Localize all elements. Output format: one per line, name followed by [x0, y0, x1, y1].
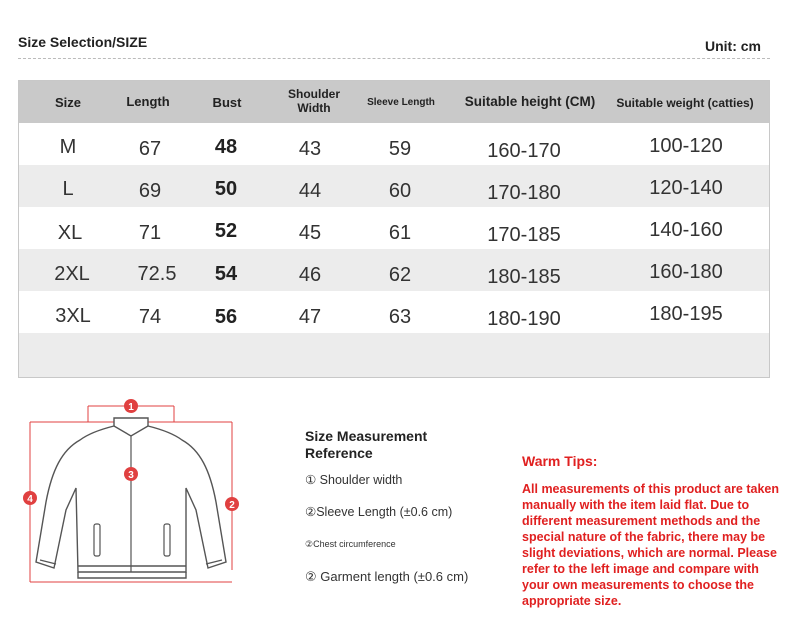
- divider: [18, 58, 770, 59]
- cell-size: 2XL: [54, 263, 90, 285]
- cell-height: 160-170: [487, 140, 561, 162]
- cell-height: 180-190: [487, 308, 561, 330]
- marker-4-label: 4: [27, 494, 33, 505]
- measurement-title-line2: Reference: [305, 445, 373, 461]
- measurement-item-garment-length: ② Garment length (±0.6 cm): [305, 569, 469, 584]
- cell-sleeve: 62: [388, 264, 412, 286]
- column-header-bust: Bust: [212, 95, 242, 110]
- measurement-item-chest: ②Chest circumference: [305, 539, 396, 549]
- page-title: Size Selection/SIZE: [18, 34, 148, 50]
- column-header-weight: Suitable weight (catties): [616, 96, 754, 110]
- cell-shoulder: 44: [298, 180, 322, 202]
- table-header: [19, 81, 769, 123]
- table-row: [19, 207, 769, 249]
- warm-tips: [522, 453, 784, 609]
- cell-height: 180-185: [487, 266, 561, 288]
- cell-weight: 120-140: [649, 177, 723, 199]
- cell-shoulder: 46: [298, 264, 322, 286]
- cell-bust: 52: [214, 220, 238, 242]
- column-header-shoulder-width: [288, 87, 340, 115]
- cell-size: 3XL: [55, 305, 91, 327]
- cell-shoulder: 47: [298, 306, 322, 328]
- measurement-item-sleeve: ②Sleeve Length (±0.6 cm): [305, 505, 453, 519]
- marker-3-label: 3: [128, 470, 134, 481]
- column-header-length: Length: [126, 94, 170, 109]
- cell-sleeve: 60: [388, 180, 412, 202]
- cell-bust: 48: [214, 136, 238, 158]
- table-row: [19, 123, 769, 165]
- cell-length: 69: [138, 180, 162, 202]
- size-table: [18, 80, 770, 378]
- column-header-shoulder-line2: Width: [297, 101, 331, 115]
- cell-length: 71: [138, 222, 162, 244]
- warm-tips-title: Warm Tips:: [522, 453, 598, 469]
- cell-weight: 160-180: [649, 261, 723, 283]
- column-header-size: Size: [54, 95, 82, 110]
- marker-3: [124, 467, 138, 481]
- measurement-title-line1: Size Measurement: [305, 428, 428, 444]
- table-row: [19, 165, 769, 207]
- column-header-sleeve-length: Sleeve Length: [367, 97, 435, 108]
- cell-length: 74: [138, 306, 162, 328]
- cell-bust: 54: [214, 263, 238, 285]
- marker-2: [225, 497, 239, 511]
- column-header-height: Suitable height (CM): [464, 94, 596, 109]
- cell-length: 67: [138, 138, 162, 160]
- cell-shoulder: 45: [298, 222, 322, 244]
- cell-height: 170-180: [487, 182, 561, 204]
- cell-size: M: [59, 136, 77, 158]
- cell-bust: 50: [214, 178, 238, 200]
- cell-size: L: [62, 178, 74, 200]
- measurement-reference: [305, 428, 515, 584]
- measurement-item-shoulder: ① Shoulder width: [305, 473, 403, 487]
- warm-tips-text: All measurements of this product are taken manually with the item laid flat. Due to different measurement methods and the special nature of the fabric, there may be slight deviations, which are normal. Please refer to the left image and compare with your own measurements to choose the appropriate size.: [522, 482, 780, 608]
- cell-weight: 140-160: [649, 219, 723, 241]
- marker-1-label: 1: [128, 402, 134, 413]
- column-header-shoulder-line1: Shoulder: [287, 87, 341, 101]
- cell-shoulder: 43: [298, 138, 322, 160]
- jacket-diagram: [18, 392, 258, 592]
- unit-label: Unit: cm: [705, 38, 761, 54]
- marker-1: [124, 399, 138, 413]
- measurement-title: [305, 428, 515, 462]
- table-row: [19, 291, 769, 333]
- cell-length: 72.5: [137, 263, 177, 285]
- cell-bust: 56: [214, 306, 238, 328]
- table-row: [19, 249, 769, 291]
- cell-weight: 100-120: [649, 135, 723, 157]
- cell-size: XL: [57, 222, 83, 244]
- cell-height: 170-185: [487, 224, 561, 246]
- marker-4: [23, 491, 37, 505]
- cell-weight: 180-195: [649, 303, 723, 325]
- cell-sleeve: 59: [388, 138, 412, 160]
- cell-sleeve: 63: [388, 306, 412, 328]
- table-row-empty: [19, 333, 769, 377]
- marker-2-label: 2: [229, 500, 235, 511]
- cell-sleeve: 61: [388, 222, 412, 244]
